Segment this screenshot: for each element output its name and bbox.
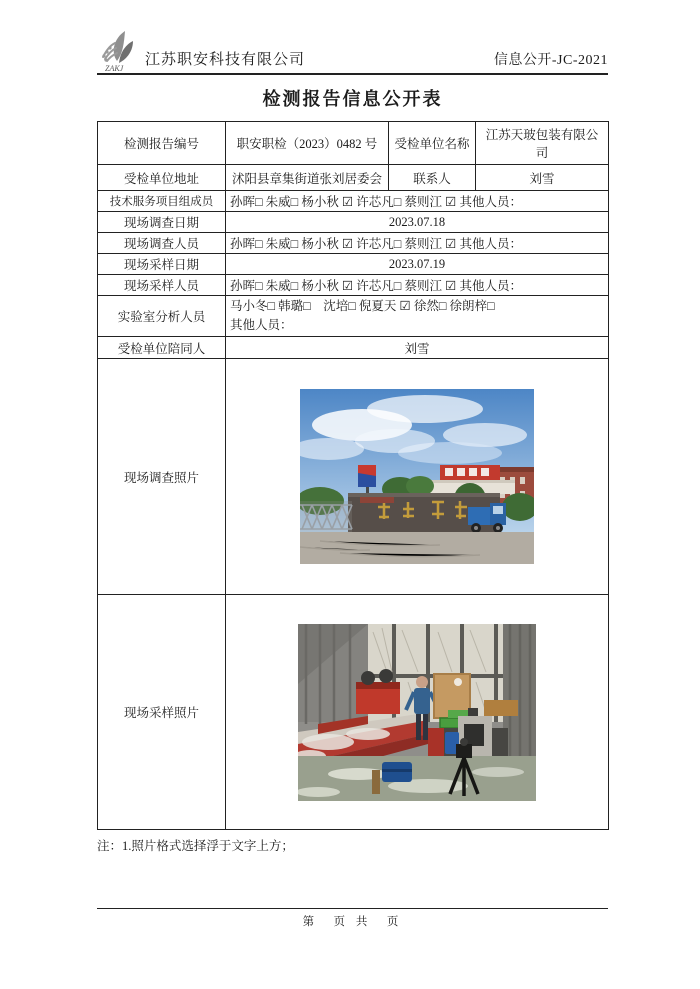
contact-value: 刘雪 — [476, 165, 609, 191]
survey-photo-label: 现场调查照片 — [98, 359, 226, 595]
lab-staff-line2: 其他人员： — [230, 318, 293, 332]
table-row — [98, 212, 609, 233]
report-no-value: 职安职检（2023）0482 号 — [226, 122, 389, 165]
tech-team-label: 技术服务项目组成员 — [98, 191, 226, 212]
tech-team-checklist: 孙晖□ 朱威□ 杨小秋 ☑ 许芯凡□ 蔡则江 ☑ 其他人员： — [226, 191, 609, 212]
sampling-date-label: 现场采样日期 — [98, 254, 226, 275]
company-logo-icon — [97, 27, 141, 73]
blue-toolcase — [382, 762, 412, 782]
lab-staff-label: 实验室分析人员 — [98, 296, 226, 337]
page-number-text: 第 页 共 页 — [302, 916, 403, 928]
table-row — [98, 165, 609, 191]
accordion-gate — [300, 501, 352, 533]
footnote: 注：1.照片格式选择浮于文字上方； — [97, 839, 294, 853]
survey-staff-label: 现场调查人员 — [98, 233, 226, 254]
unit-name-label: 受检单位名称 — [389, 122, 476, 165]
info-table — [97, 121, 609, 830]
page-title: 检测报告信息公开表 — [262, 89, 443, 109]
escort-value: 刘雪 — [226, 337, 609, 359]
page-footer — [97, 908, 608, 929]
concrete-ground — [300, 532, 534, 564]
company-name: 江苏职安科技有限公司 — [145, 52, 306, 68]
table-row — [98, 359, 609, 595]
survey-staff-checklist: 孙晖□ 朱威□ 杨小秋 ☑ 许芯凡□ 蔡则江 ☑ 其他人员： — [226, 233, 609, 254]
sampling-photo — [298, 624, 536, 801]
sampling-date-value: 2023.07.19 — [226, 254, 609, 275]
doc-number: 信息公开-JC-2021 — [493, 53, 608, 68]
wood-plank — [372, 770, 380, 794]
unit-name-value: 江苏天玻包装有限公司 — [476, 122, 609, 165]
table-row — [98, 595, 609, 830]
sampling-staff-label: 现场采样人员 — [98, 275, 226, 296]
unit-address-label: 受检单位地址 — [98, 165, 226, 191]
survey-date-label: 现场调查日期 — [98, 212, 226, 233]
table-row — [98, 296, 609, 337]
table-row — [98, 233, 609, 254]
lab-staff-checklist — [226, 296, 609, 337]
table-row — [98, 275, 609, 296]
table-row — [98, 122, 609, 165]
unit-address-value: 沭阳县章集街道张刘居委会 — [226, 165, 389, 191]
survey-photo — [300, 389, 534, 564]
table-row — [98, 254, 609, 275]
table-row — [98, 191, 609, 212]
table-row — [98, 337, 609, 359]
logo-text: ZAKJ — [105, 64, 124, 73]
escort-label: 受检单位陪同人 — [98, 337, 226, 359]
contact-label: 联系人 — [389, 165, 476, 191]
sampling-photo-label: 现场采样照片 — [98, 595, 226, 830]
survey-date-value: 2023.07.18 — [226, 212, 609, 233]
lab-staff-line1: 马小冬□ 韩璐□ 沈培□ 倪夏天 ☑ 徐然□ 徐朗梓□ — [230, 299, 495, 313]
page-header — [97, 0, 608, 75]
report-no-label: 检测报告编号 — [98, 122, 226, 165]
sampling-staff-checklist: 孙晖□ 朱威□ 杨小秋 ☑ 许芯凡□ 蔡则江 ☑ 其他人员： — [226, 275, 609, 296]
